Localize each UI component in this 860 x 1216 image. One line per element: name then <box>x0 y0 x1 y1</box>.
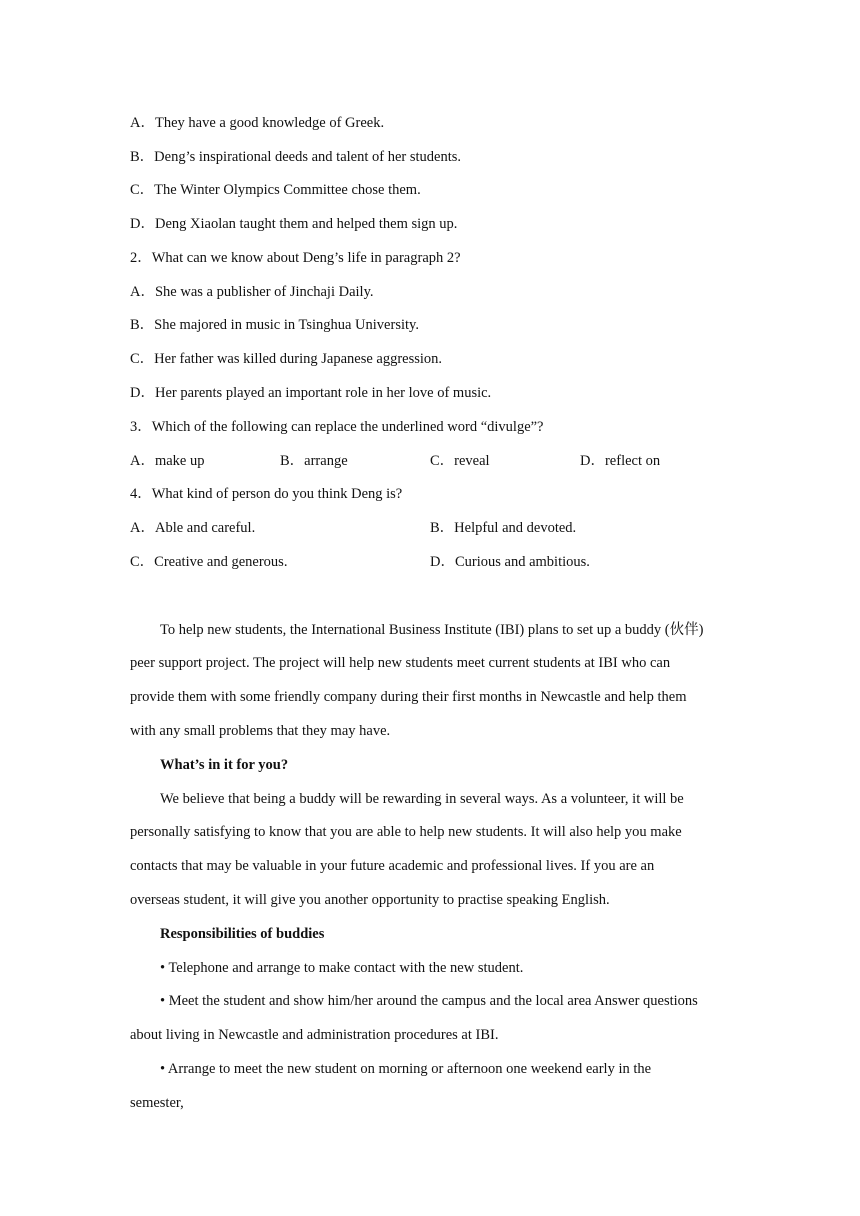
passage-para2-line: We believe that being a buddy will be rewarding in several ways. As a volunteer, it will be <box>160 791 684 807</box>
q4-option-a: A．Able and careful. <box>130 520 256 536</box>
q3-option-b: B．arrange <box>280 453 348 469</box>
passage-intro-line: provide them with some friendly company during their first months in Newcastle and help them <box>130 689 687 705</box>
q3-stem: 3．Which of the following can replace the underlined word “divulge”? <box>130 419 544 435</box>
passage-para2-line: overseas student, it will give you another opportunity to practise speaking English. <box>130 892 610 908</box>
q1-option-c: C．The Winter Olympics Committee chose them. <box>130 182 421 198</box>
q3-option-c: C．reveal <box>430 453 490 469</box>
q2-stem: 2．What can we know about Deng’s life in paragraph 2? <box>130 250 461 266</box>
q2-option-c: C．Her father was killed during Japanese aggression. <box>130 351 443 367</box>
section-heading-benefits: What’s in it for you? <box>160 757 289 773</box>
q1-option-d: D．Deng Xiaolan taught them and helped them sign up. <box>130 216 458 232</box>
bullet-item-continuation: about living in Newcastle and administration procedures at IBI. <box>130 1027 499 1043</box>
q3-option-d: D．reflect on <box>580 453 661 469</box>
passage-para2-line: contacts that may be valuable in your future academic and professional lives. If you are an <box>130 858 655 874</box>
q3-option-a: A．make up <box>130 453 205 469</box>
passage-para2-line: personally satisfying to know that you are able to help new students. It will also help you make <box>130 824 682 840</box>
q2-option-a: A．She was a publisher of Jinchaji Daily. <box>130 284 374 300</box>
q4-option-b: B．Helpful and devoted. <box>430 520 577 536</box>
bullet-item: • Telephone and arrange to make contact with the new student. <box>160 960 524 976</box>
q1-option-a: A．They have a good knowledge of Greek. <box>130 115 385 131</box>
q4-stem: 4．What kind of person do you think Deng is? <box>130 486 403 502</box>
q4-option-c: C．Creative and generous. <box>130 554 288 570</box>
q4-option-d: D．Curious and ambitious. <box>430 554 590 570</box>
bullet-item: • Meet the student and show him/her around the campus and the local area Answer questions <box>160 993 698 1009</box>
q2-option-b: B．She majored in music in Tsinghua University. <box>130 317 419 333</box>
section-heading-responsibilities: Responsibilities of buddies <box>160 926 325 942</box>
passage-intro-line: with any small problems that they may have. <box>130 723 391 739</box>
passage-intro-line: To help new students, the International Business Institute (IBI) plans to set up a buddy (伙伴) <box>160 622 704 638</box>
bullet-item-continuation: semester, <box>130 1095 184 1111</box>
bullet-item: • Arrange to meet the new student on morning or afternoon one weekend early in the <box>160 1061 652 1077</box>
passage-intro-line: peer support project. The project will help new students meet current students at IBI who can <box>130 655 671 671</box>
q2-option-d: D．Her parents played an important role in her love of music. <box>130 385 492 401</box>
q1-option-b: B．Deng’s inspirational deeds and talent of her students. <box>130 149 462 165</box>
